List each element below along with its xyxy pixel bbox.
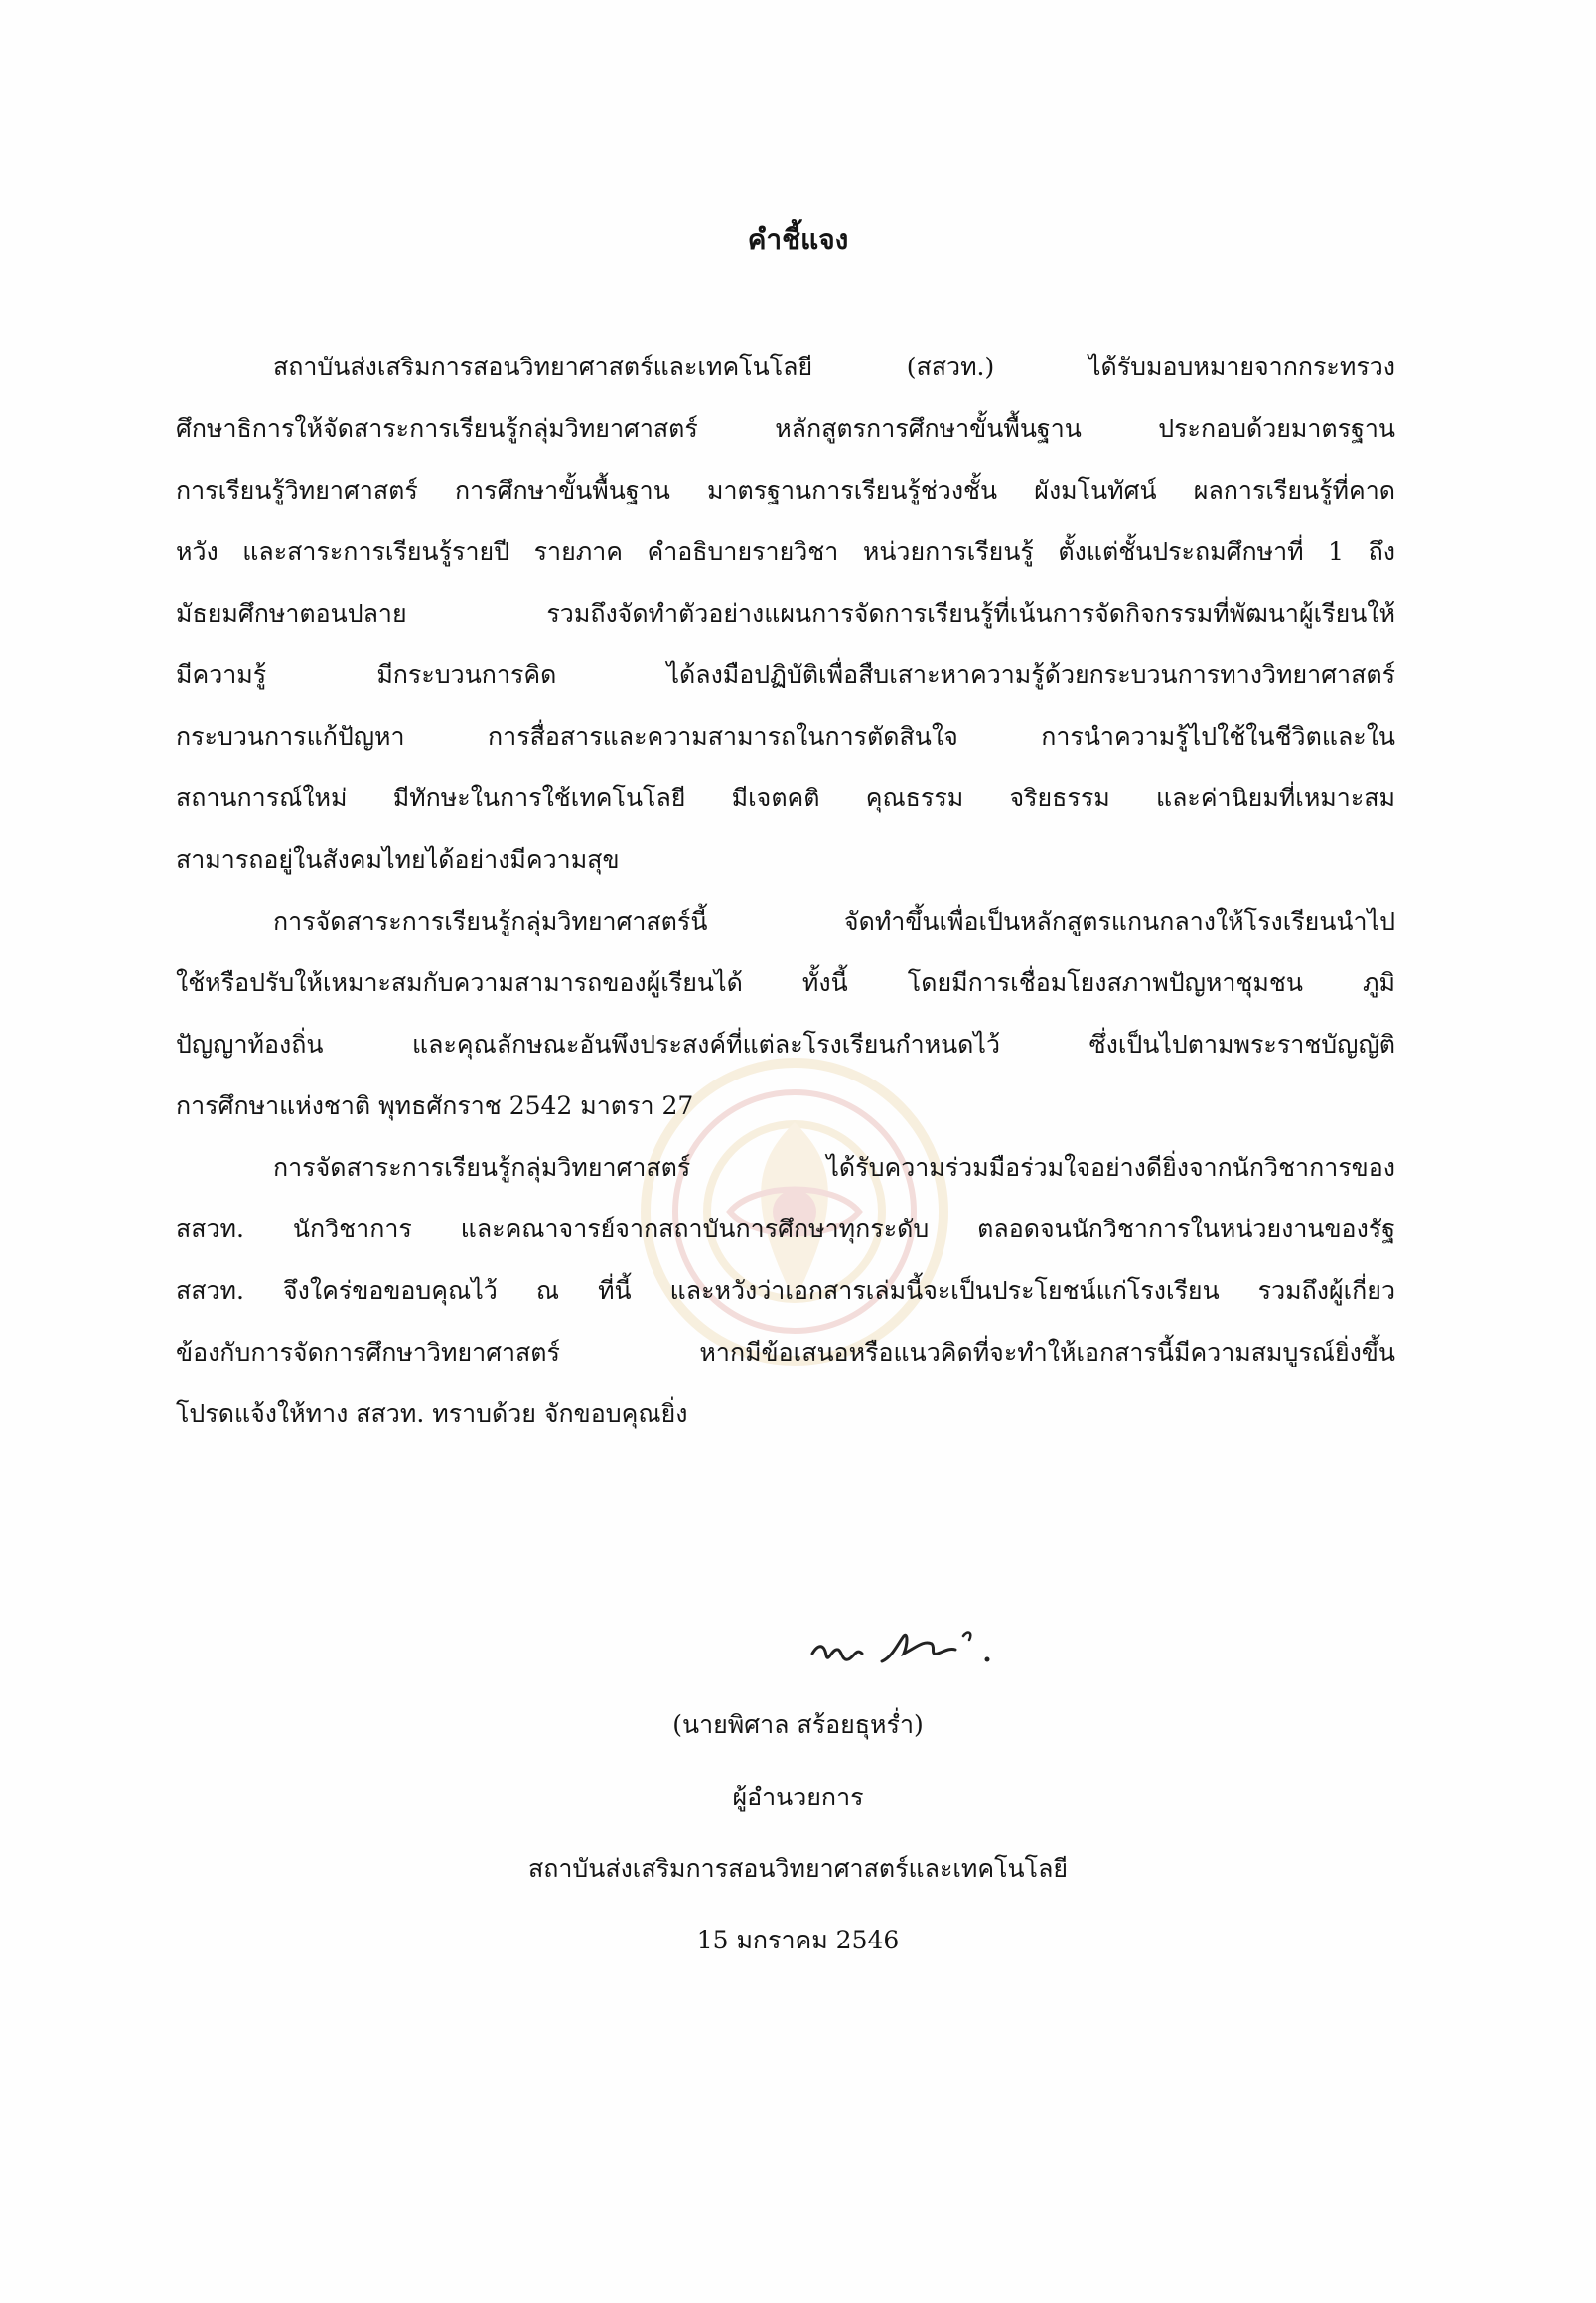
paragraph-1-line-6: มีความรู้ มีกระบวนการคิด ได้ลงมือปฏิบัติเพื่อสืบเสาะหาความรู้ด้วยกระบวนการทางวิทยาศาสตร์ <box>176 660 1395 689</box>
paragraph-1-line-2: ศึกษาธิการให้จัดสาระการเรียนรู้กลุ่มวิทยาศาสตร์ หลักสูตรการศึกษาขั้นพื้นฐาน ประกอบด้วยมาตรฐาน <box>176 414 1395 443</box>
paragraph-2-line-1: การจัดสาระการเรียนรู้กลุ่มวิทยาศาสตร์นี้ จัดทำขึ้นเพื่อเป็นหลักสูตรแกนกลางให้โรงเรียนนำไป <box>273 907 1395 936</box>
signatory-organization: สถาบันส่งเสริมการสอนวิทยาศาสตร์และเทคโนโลยี <box>527 1854 1069 1883</box>
paragraph-2-line-4: การศึกษาแห่งชาติ พุทธศักราช 2542 มาตรา 27 <box>176 1091 694 1120</box>
paragraph-2-line-2: ใช้หรือปรับให้เหมาะสมกับความสามารถของผู้เรียนได้ ทั้งนี้ โดยมีการเชื่อมโยงสภาพปัญหาชุมชน ภูมิ <box>176 968 1395 997</box>
handwritten-signature-icon <box>804 1614 1003 1683</box>
paragraph-3-line-1: การจัดสาระการเรียนรู้กลุ่มวิทยาศาสตร์ ได้รับความร่วมมือร่วมใจอย่างดียิ่งจากนักวิชาการของ <box>273 1153 1395 1182</box>
paragraph-3-line-2: สสวท. นักวิชาการ และคณาจารย์จากสถาบันการศึกษาทุกระดับ ตลอดจนนักวิชาการในหน่วยงานของรัฐ <box>176 1215 1395 1243</box>
paragraph-1-line-9: สามารถอยู่ในสังคมไทยได้อย่างมีความสุข <box>176 845 620 874</box>
paragraph-1-line-1: สถาบันส่งเสริมการสอนวิทยาศาสตร์และเทคโนโลยี (สสวท.) ได้รับมอบหมายจากกระทรวง <box>273 353 1395 381</box>
paragraph-1-line-5: มัธยมศึกษาตอนปลาย รวมถึงจัดทำตัวอย่างแผนการจัดการเรียนรู้ที่เน้นการจัดกิจกรรมที่พัฒนาผู้เรียนให้ <box>176 599 1395 628</box>
paragraph-1-line-3: การเรียนรู้วิทยาศาสตร์ การศึกษาขั้นพื้นฐาน มาตรฐานการเรียนรู้ช่วงชั้น ผังมโนทัศน์ ผลการเรียนรู้ที่คาด <box>176 476 1395 504</box>
paragraph-3-line-5: โปรดแจ้งให้ทาง สสวท. ทราบด้วย จักขอบคุณยิ่ง <box>176 1399 688 1428</box>
paragraph-3-line-3: สสวท. จึงใคร่ขอขอบคุณไว้ ณ ที่นี้ และหวังว่าเอกสารเล่มนี้จะเป็นประโยชน์แก่โรงเรียน รวมถึงผู้เกี่ยว <box>176 1276 1395 1305</box>
paragraph-2-line-3: ปัญญาท้องถิ่น และคุณลักษณะอันพึงประสงค์ที่แต่ละโรงเรียนกำหนดไว้ ซึ่งเป็นไปตามพระราชบัญญัติ <box>176 1030 1395 1059</box>
paragraph-1-line-7: กระบวนการแก้ปัญหา การสื่อสารและความสามารถในการตัดสินใจ การนำความรู้ไปใช้ในชีวิตและใน <box>176 722 1395 751</box>
document-title: คำชี้แจง <box>747 223 849 256</box>
paragraph-1-line-8: สถานการณ์ใหม่ มีทักษะในการใช้เทคโนโลยี มีเจตคติ คุณธรรม จริยธรรม และค่านิยมที่เหมาะสม <box>176 784 1395 812</box>
document-date: 15 มกราคม 2546 <box>696 1926 900 1954</box>
signatory-name: (นายพิศาล สร้อยธุหร่ำ) <box>672 1710 924 1739</box>
signatory-position: ผู้อำนวยการ <box>732 1783 864 1811</box>
paragraph-1-line-4: หวัง และสาระการเรียนรู้รายปี รายภาค คำอธิบายรายวิชา หน่วยการเรียนรู้ ตั้งแต่ชั้นประถมศึกษาที่ 1 ถึง <box>176 537 1395 566</box>
paragraph-3-line-4: ข้องกับการจัดการศึกษาวิทยาศาสตร์ หากมีข้อเสนอหรือแนวคิดที่จะทำให้เอกสารนี้มีความสมบูรณ์ยิ่งขึ้น <box>176 1338 1395 1367</box>
